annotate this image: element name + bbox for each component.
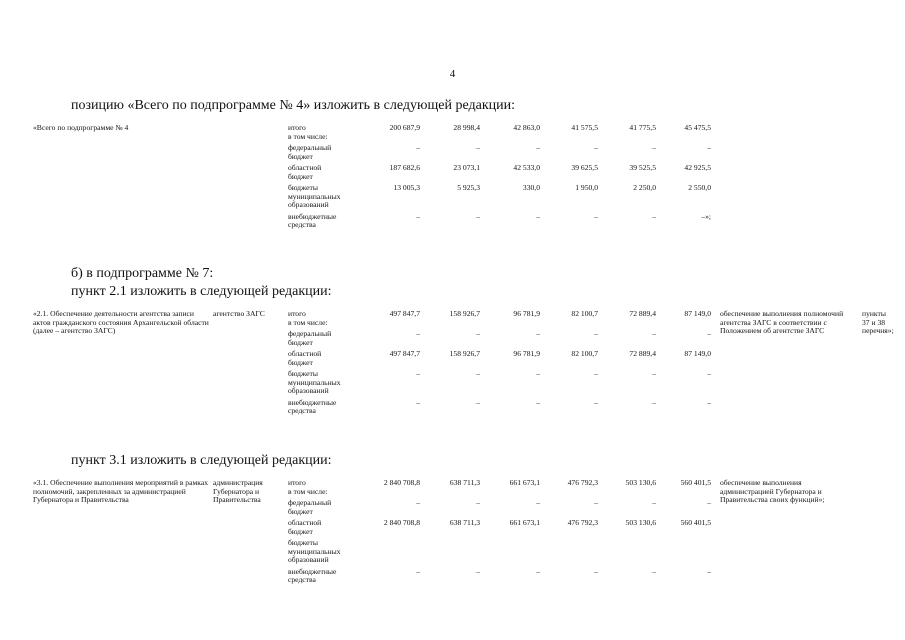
amount-cell: 2 840 708,8	[383, 478, 420, 487]
amount-cell: –	[536, 566, 540, 576]
funding-source-cell: бюджеты муниципальных образований	[288, 369, 341, 395]
amount-cell: 42 533,0	[513, 163, 540, 172]
amount-cell: –	[707, 369, 711, 378]
amount-cell: 41 575,5	[571, 123, 598, 132]
result-cell: обеспечение выполнения полномочий агентства ЗАГС в соответствии с Положением об агентстве ЗАГС	[720, 309, 844, 335]
measure-name: «2.1. Обеспечение деятельности агентства записи актов гражданского состояния Архангельской области (далее – агентство ЗАГС)	[33, 309, 209, 335]
amount-cell: 82 100,7	[571, 309, 598, 318]
funding-source-cell: бюджеты муниципальных образований	[288, 538, 341, 564]
table-row	[33, 124, 894, 144]
measure-name: «3.1. Обеспечение выполнения мероприятий в рамках полномочий, закрепленных за администрацией Губернатора и Правительства	[33, 478, 209, 504]
amount-cell: –	[536, 498, 540, 507]
amount-cell: –	[416, 566, 420, 576]
amount-cell: 39 525,5	[629, 163, 656, 172]
link-cell	[854, 124, 894, 233]
heading-point-2-1: пункт 2.1 изложить в следующей редакции:	[71, 284, 332, 299]
amount-cell: 200 687,9	[389, 123, 420, 132]
amount-cell: 476 792,3	[567, 518, 598, 527]
executor-cell: агентство ЗАГС	[213, 309, 265, 318]
amount-cell: 560 401,5	[680, 518, 711, 527]
amount-cell: –	[652, 329, 656, 338]
amount-cell: –	[476, 143, 480, 152]
funding-source-cell: итого в том числе:	[288, 123, 328, 141]
amount-cell: 72 889,4	[629, 349, 656, 358]
amount-cell: –	[594, 498, 598, 507]
amount-cell: –»;	[701, 211, 711, 221]
amount-cell: 497 847,7	[389, 309, 420, 318]
amount-cell: –	[707, 397, 711, 407]
funding-source-cell: внебюджетные средства	[288, 211, 337, 229]
amount-cell	[483, 539, 543, 568]
amount-cell: 45 475,5	[684, 123, 711, 132]
amount-cell: –	[652, 211, 656, 221]
funding-source-cell: внебюджетные средства	[288, 397, 337, 415]
amount-cell: –	[476, 211, 480, 221]
table-row	[33, 479, 894, 499]
funding-source-cell: федеральный бюджет	[288, 143, 332, 161]
amount-cell: –	[476, 397, 480, 407]
amount-cell: –	[416, 211, 420, 221]
amount-cell: –	[707, 143, 711, 152]
amount-cell: –	[707, 566, 711, 576]
amount-cell: –	[416, 369, 420, 378]
funding-source-cell: бюджеты муниципальных образований	[288, 183, 341, 209]
amount-cell: 87 149,0	[684, 349, 711, 358]
budget-table-point-2-1	[33, 310, 894, 419]
amount-cell: 560 401,5	[680, 478, 711, 487]
amount-cell: –	[707, 498, 711, 507]
measure-name: «Всего по подпрограмме № 4	[33, 123, 129, 132]
amount-cell: 28 998,4	[453, 123, 480, 132]
amount-cell: –	[416, 397, 420, 407]
funding-source-cell: федеральный бюджет	[288, 498, 332, 516]
amount-cell	[543, 539, 601, 568]
amount-cell: –	[594, 211, 598, 221]
amount-cell: –	[416, 498, 420, 507]
page-number: 4	[449, 68, 456, 80]
amount-cell: –	[476, 369, 480, 378]
amount-cell: 638 711,3	[449, 518, 480, 527]
amount-cell: 638 711,3	[449, 478, 480, 487]
amount-cell: –	[594, 143, 598, 152]
amount-cell: 42 925,5	[684, 163, 711, 172]
link-cell	[854, 479, 894, 588]
amount-cell	[368, 539, 423, 568]
amount-cell: 5 925,3	[457, 183, 480, 192]
amount-cell: 82 100,7	[571, 349, 598, 358]
amount-cell: –	[652, 397, 656, 407]
amount-cell: 87 149,0	[684, 309, 711, 318]
funding-source-cell: итого в том числе:	[288, 478, 328, 496]
amount-cell: 661 673,1	[509, 478, 540, 487]
amount-cell: 96 781,9	[513, 309, 540, 318]
amount-cell: 96 781,9	[513, 349, 540, 358]
amount-cell: 2 840 708,8	[383, 518, 420, 527]
amount-cell: –	[594, 369, 598, 378]
executor-cell: администрация Губернатора и Правительства	[213, 478, 263, 504]
amount-cell: –	[594, 329, 598, 338]
amount-cell: –	[652, 143, 656, 152]
heading-position-total-4: позицию «Всего по подпрограмме № 4» изложить в следующей редакции:	[71, 98, 516, 113]
amount-cell: –	[652, 369, 656, 378]
amount-cell: –	[416, 329, 420, 338]
amount-cell: –	[536, 211, 540, 221]
amount-cell: –	[476, 329, 480, 338]
amount-cell	[601, 539, 659, 568]
amount-cell	[659, 539, 714, 568]
budget-table-total-4	[33, 124, 894, 233]
amount-cell: 158 926,7	[449, 349, 480, 358]
amount-cell: –	[707, 329, 711, 338]
amount-cell: 42 863,0	[513, 123, 540, 132]
budget-table-point-3-1	[33, 479, 894, 588]
amount-cell: –	[416, 143, 420, 152]
amount-cell: –	[476, 498, 480, 507]
link-cell: пункты 37 и 38 перечня»;	[862, 309, 894, 335]
result-cell: обеспечение выполнения администрацией Губернатора и Правительства своих функций»;	[720, 478, 825, 504]
amount-cell: 503 130,6	[625, 478, 656, 487]
funding-source-cell: областной бюджет	[288, 349, 322, 367]
amount-cell: 497 847,7	[389, 349, 420, 358]
amount-cell: 661 673,1	[509, 518, 540, 527]
amount-cell: 158 926,7	[449, 309, 480, 318]
amount-cell: 330,0	[522, 183, 540, 192]
amount-cell: 2 250,0	[633, 183, 656, 192]
funding-source-cell: областной бюджет	[288, 163, 322, 181]
amount-cell: 41 775,5	[629, 123, 656, 132]
amount-cell: –	[594, 397, 598, 407]
amount-cell: –	[594, 566, 598, 576]
amount-cell: –	[652, 566, 656, 576]
amount-cell: –	[536, 143, 540, 152]
amount-cell: 13 005,3	[393, 183, 420, 192]
funding-source-cell: федеральный бюджет	[288, 329, 332, 347]
funding-source-cell: внебюджетные средства	[288, 566, 337, 584]
amount-cell: 23 073,1	[453, 163, 480, 172]
amount-cell: –	[652, 498, 656, 507]
amount-cell: 72 889,4	[629, 309, 656, 318]
funding-source-cell: областной бюджет	[288, 518, 322, 536]
executor-cell	[213, 124, 288, 233]
amount-cell: –	[536, 369, 540, 378]
amount-cell: –	[536, 329, 540, 338]
funding-source-cell: итого в том числе:	[288, 309, 328, 327]
amount-cell: –	[536, 397, 540, 407]
amount-cell: –	[476, 566, 480, 576]
amount-cell: 1 950,0	[575, 183, 598, 192]
amount-cell: 2 550,0	[688, 183, 711, 192]
heading-subprogram-7: б) в подпрограмме № 7:	[71, 266, 214, 281]
amount-cell: 503 130,6	[625, 518, 656, 527]
heading-point-3-1: пункт 3.1 изложить в следующей редакции:	[71, 453, 332, 468]
amount-cell: 187 682,6	[389, 163, 420, 172]
amount-cell: 39 625,5	[571, 163, 598, 172]
amount-cell: 476 792,3	[567, 478, 598, 487]
result-cell	[714, 124, 854, 233]
table-row	[33, 310, 894, 330]
amount-cell	[423, 539, 483, 568]
